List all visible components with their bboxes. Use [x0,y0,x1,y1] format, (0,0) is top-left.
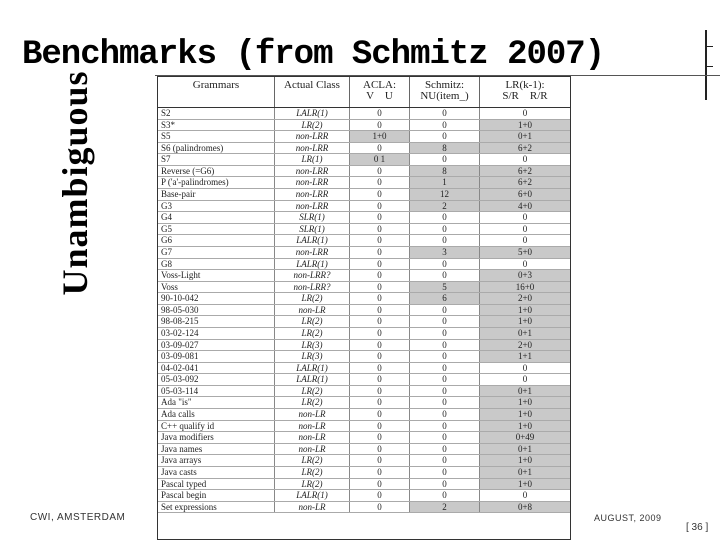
table-cell: 0 [350,166,410,177]
table-cell: 0 [410,328,480,339]
table-cell: LR(2) [275,316,350,327]
table-cell: Java casts [158,467,275,478]
table-row [158,143,570,155]
table-cell: Ada calls [158,409,275,420]
table-row [158,374,570,386]
table-cell: 0 [522,490,528,501]
table-cell: 0+1 [480,444,570,455]
table-cell: 1+0 [480,120,570,131]
table-cell: Pascal typed [158,479,275,490]
table-cell: LALR(1) [275,490,350,501]
column-header: Actual Class [275,77,350,107]
table-cell: 0 [410,397,480,408]
table-cell: SLR(1) [275,212,350,223]
table-cell: 0 [410,259,480,270]
table-cell: non-LR [275,305,350,316]
table-cell: 0 [350,282,410,293]
table-cell: G4 [158,212,275,223]
table-cell: 0+1 [480,131,570,142]
table-cell: 1+0 [350,131,410,142]
table-row [158,305,570,317]
table-cell: LR(2) [275,467,350,478]
table-cell: S2 [158,108,275,119]
table-cell: 0 [522,212,528,223]
table-cell: 98-08-215 [158,316,275,327]
table-cell: LALR(1) [275,235,350,246]
table-cell: 0 [350,340,410,351]
table-row [158,444,570,456]
table-cell: LR(2) [275,120,350,131]
table-cell: 03-02-124 [158,328,275,339]
table-cell: G6 [158,235,275,246]
table-cell: 3 [410,247,480,258]
table-cell: 0 [410,108,480,119]
table-cell: 0 [350,409,410,420]
table-cell: 0 [350,270,410,281]
table-cell: 05-03-092 [158,374,275,385]
table-cell: 0 [410,316,480,327]
table-cell: S3* [158,120,275,131]
table-cell: Java names [158,444,275,455]
table-cell: Set expressions [158,502,275,513]
table-cell: 0 [350,316,410,327]
table-cell: 0 [410,340,480,351]
side-label: Unambiguous [55,70,95,296]
table-cell: 1+0 [480,409,570,420]
table-cell: 0 [410,490,480,501]
table-cell: 0 [410,421,480,432]
table-cell: LR(2) [275,455,350,466]
table-cell: non-LR [275,444,350,455]
table-cell: 0 [522,154,528,165]
table-cell: Base-pair [158,189,275,200]
table-cell: 0 [350,328,410,339]
table-row [158,166,570,178]
table-cell: 8 [410,166,480,177]
table-cell: Voss-Light [158,270,275,281]
table-row [158,409,570,421]
table-row [158,316,570,328]
table-cell: 0 [410,432,480,443]
table-row [158,490,570,502]
table-row [158,386,570,398]
column-header: Grammars [158,77,275,107]
table-cell: 0+3 [480,270,570,281]
table-cell: 0 [410,154,480,165]
title-subtitle: (from Schmitz 2007) [235,36,605,74]
table-cell: 03-09-081 [158,351,275,362]
table-cell: G5 [158,224,275,235]
table-cell: 0 [522,108,528,118]
table-cell: 0 [522,235,528,246]
table-cell: 0 [350,397,410,408]
table-cell: 0 [350,235,410,246]
table-cell: 04-02-041 [158,363,275,374]
table-row [158,270,570,282]
table-cell: Java arrays [158,455,275,466]
footer-left: CWI, AMSTERDAM [30,512,126,523]
table-cell: 0 [410,386,480,397]
table-cell: SLR(1) [275,224,350,235]
column-header: ACLA: V U [350,77,410,107]
table-cell: 1+0 [480,316,570,327]
table-cell: 5+0 [480,247,570,258]
table-cell: 0 [350,479,410,490]
table-cell: 0 [410,212,480,223]
table-row [158,363,570,375]
table-cell: 0 [522,374,528,385]
table-cell: 6+2 [480,177,570,188]
table-row [158,247,570,259]
page-number: [ 36 ] [686,522,709,533]
table-cell: LR(3) [275,351,350,362]
column-header: Schmitz: NU(item_) [410,77,480,107]
table-cell: non-LRR? [275,270,350,281]
table-row [158,432,570,444]
table-row [158,189,570,201]
table-cell: 0+49 [480,432,570,443]
table-cell: 0 [350,259,410,270]
table-cell: 1+0 [480,455,570,466]
table-row [158,177,570,189]
decorative-rule [705,30,713,100]
table-cell: 6+2 [480,143,570,154]
table-cell: 6 [410,293,480,304]
table-cell: 0 [350,293,410,304]
table-row [158,340,570,352]
table-row [158,502,570,514]
table-cell: 05-03-114 [158,386,275,397]
table-cell: 2 [410,201,480,212]
table-row [158,259,570,271]
slide-title [22,36,604,74]
table-row [158,154,570,166]
table-cell: non-LRR [275,166,350,177]
table-row [158,293,570,305]
table-cell: 98-05-030 [158,305,275,316]
table-cell: non-LR [275,502,350,513]
table-cell: 1+0 [480,397,570,408]
table-cell: 0 [350,386,410,397]
column-header: LR(k-1): S/R R/R [502,79,548,102]
table-cell: 0 [350,120,410,131]
table-cell: Ada "is" [158,397,275,408]
table-cell: Pascal begin [158,490,275,501]
table-cell: 0 [410,351,480,362]
table-cell: P ('a'-palindromes) [158,177,275,188]
table-cell: C++ qualify id [158,421,275,432]
table-body [158,108,570,513]
table-cell: 0 [350,444,410,455]
table-cell: LR(3) [275,340,350,351]
table-cell: 0 [410,131,480,142]
table-cell: non-LRR [275,177,350,188]
table-cell: 0 [350,432,410,443]
table-cell: 6+0 [480,189,570,200]
table-cell: Java modifiers [158,432,275,443]
table-cell: 1+0 [480,479,570,490]
table-cell: 16+0 [480,282,570,293]
table-cell: 0 [410,479,480,490]
table-cell: 0 [410,467,480,478]
table-row [158,467,570,479]
table-cell: 0 [350,351,410,362]
table-cell: 0+1 [480,328,570,339]
table-cell: 12 [410,189,480,200]
table-cell: 0 [410,374,480,385]
table-cell: G7 [158,247,275,258]
table-cell: 5 [410,282,480,293]
table-cell: Voss [158,282,275,293]
table-cell: LR(2) [275,386,350,397]
table-cell: LALR(1) [275,259,350,270]
table-cell: non-LRR? [275,282,350,293]
table-row [158,397,570,409]
table-cell: 0 [410,270,480,281]
table-cell: 0+1 [480,386,570,397]
table-cell: 0 1 [350,154,410,165]
table-cell: 2+0 [480,293,570,304]
table-cell: 0 [350,305,410,316]
table-cell: 0 [410,305,480,316]
table-cell: non-LR [275,409,350,420]
table-cell: LR(2) [275,328,350,339]
table-cell: 0 [522,362,528,373]
table-cell: 2+0 [480,340,570,351]
table-cell: LR(2) [275,397,350,408]
table-cell: 0 [350,143,410,154]
table-cell: 0 [410,444,480,455]
footer-right: AUGUST, 2009 [594,513,662,523]
table-cell: 0 [410,363,480,374]
table-cell: 0 [350,421,410,432]
table-row [158,235,570,247]
table-row [158,131,570,143]
table-header [158,77,570,108]
table-cell: 1+1 [480,351,570,362]
table-row [158,108,570,120]
table-cell: LALR(1) [275,108,350,119]
table-cell: 0+8 [480,502,570,513]
table-cell: 1+0 [480,421,570,432]
table-cell: 0 [410,235,480,246]
table-cell: 8 [410,143,480,154]
table-cell: 0 [350,177,410,188]
table-cell: Reverse (=G6) [158,166,275,177]
table-cell: 0 [350,490,410,501]
table-cell: 0 [350,374,410,385]
table-cell: 6+2 [480,166,570,177]
table-cell: 0 [410,224,480,235]
table-row [158,212,570,224]
title-main: Benchmarks [22,36,217,74]
table-row [158,201,570,213]
table-cell: LR(1) [275,154,350,165]
table-row [158,351,570,363]
table-cell: S6 (palindromes) [158,143,275,154]
table-row [158,120,570,132]
table-row [158,421,570,433]
table-cell: 4+0 [480,201,570,212]
table-cell: 0 [350,108,410,119]
table-cell: LALR(1) [275,374,350,385]
table-cell: non-LRR [275,247,350,258]
table-cell: 0 [350,467,410,478]
table-cell: 0 [350,212,410,223]
table-cell: 0 [410,120,480,131]
table-cell: 0 [350,201,410,212]
table-cell: 0 [350,363,410,374]
table-cell: 1 [410,177,480,188]
table-cell: LALR(1) [275,363,350,374]
table-row [158,282,570,294]
table-cell: 2 [410,502,480,513]
table-cell: LR(2) [275,293,350,304]
table-cell: 1+0 [480,305,570,316]
table-cell: 0 [350,455,410,466]
table-cell: 0 [350,502,410,513]
table-row [158,479,570,491]
table-cell: 0 [350,224,410,235]
table-cell: S5 [158,131,275,142]
table-cell: non-LR [275,432,350,443]
table-cell: S7 [158,154,275,165]
table-row [158,328,570,340]
table-cell: 90-10-042 [158,293,275,304]
table-row [158,455,570,467]
table-cell: non-LRR [275,189,350,200]
table-cell: 0 [350,189,410,200]
table-cell: non-LR [275,421,350,432]
table-cell: 03-09-027 [158,340,275,351]
benchmark-table [157,76,571,540]
table-cell: 0 [410,409,480,420]
table-cell: non-LRR [275,143,350,154]
table-cell: 0 [522,223,528,234]
table-cell: 0 [350,247,410,258]
table-cell: LR(2) [275,479,350,490]
table-cell: non-LRR [275,201,350,212]
table-cell: non-LRR [275,131,350,142]
table-cell: G3 [158,201,275,212]
table-row [158,224,570,236]
table-cell: 0+1 [480,467,570,478]
table-cell: 0 [522,258,528,269]
table-cell: G8 [158,259,275,270]
table-cell: 0 [410,455,480,466]
